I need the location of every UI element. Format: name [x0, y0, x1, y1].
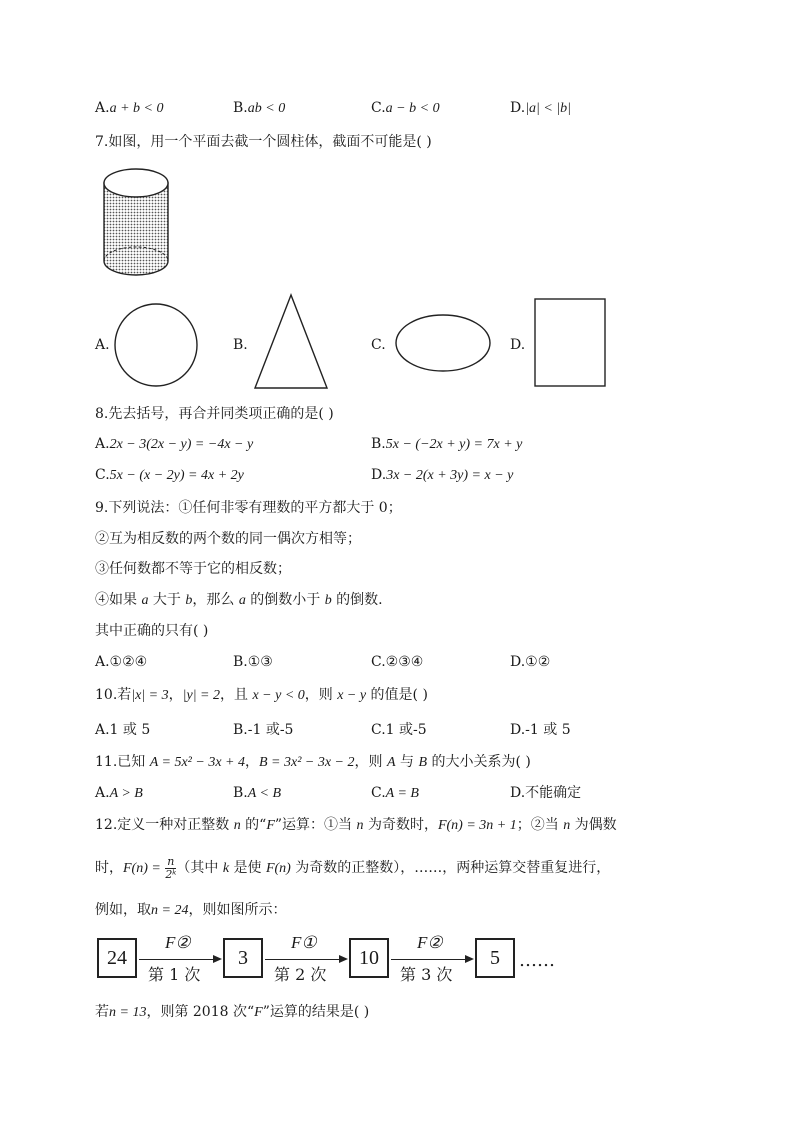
q7-stem: 7.如图，用一个平面去截一个圆柱体，截面不可能是( )	[95, 134, 432, 150]
flow-arrowhead-2	[339, 955, 348, 963]
q10-option-d[interactable]: D.-1 或 5	[510, 722, 571, 738]
q8-option-a[interactable]: A.2x − 3(2x − y) = −4x − y	[95, 436, 254, 452]
q11-option-a[interactable]: A.A > B	[95, 785, 143, 801]
flow-op-1: F②	[165, 933, 191, 952]
q11-option-d[interactable]: D.不能确定	[510, 785, 582, 801]
q8-option-c[interactable]: C.5x − (x − 2y) = 4x + 2y	[95, 467, 244, 483]
flow-box-5: 5	[475, 938, 515, 978]
ellipse-shape	[393, 312, 493, 374]
q9-statement-2: ②互为相反数的两个数的同一偶次方相等；	[95, 531, 361, 547]
q11-option-c[interactable]: C.A = B	[371, 785, 419, 801]
q7-option-a[interactable]: A.	[95, 337, 110, 353]
flow-op-3: F②	[417, 933, 443, 952]
flow-box-3: 3	[223, 938, 263, 978]
cylinder-figure	[100, 163, 172, 281]
q12-question: 若n = 13，则第 2018 次“F”运算的结果是( )	[95, 1004, 370, 1020]
q10-option-b[interactable]: B.-1 或-5	[233, 722, 294, 738]
flow-arrow-3	[391, 959, 466, 960]
q11-stem: 11.已知 A = 5x² − 3x + 4，B = 3x² − 3x − 2，则 A 与 B 的大小关系为( )	[95, 754, 531, 770]
flow-step-1: 第 1 次	[148, 965, 201, 984]
q9-statement-3: ③任何数都不等于它的相反数；	[95, 561, 291, 577]
q8-stem: 8.先去括号，再合并同类项正确的是( )	[95, 406, 334, 422]
flow-box-24: 24	[97, 938, 137, 978]
flow-arrowhead-1	[213, 955, 222, 963]
flow-ellipsis: ……	[519, 950, 555, 971]
q6-option-d[interactable]: D.|a| < |b|	[510, 100, 572, 116]
q9-question: 其中正确的只有( )	[95, 623, 209, 639]
q9-statement-4: ④如果 a 大于 b，那么 a 的倒数小于 b 的倒数.	[95, 592, 383, 608]
q10-option-a[interactable]: A.1 或 5	[95, 722, 151, 738]
q12-line-2: 时，F(n) = $\frac{n}{\text{2ᵏ}}$ （其中 k 是使 F(n) 为奇数的正整数），……，两种运算交替重复进行，	[95, 854, 611, 881]
fraction: $\frac{n}{\text{2ᵏ}}$	[165, 854, 177, 881]
q9-option-b[interactable]: B.①③	[233, 654, 273, 670]
q9-option-d[interactable]: D.①②	[510, 654, 551, 670]
flow-step-3: 第 3 次	[400, 965, 453, 984]
q8-option-b[interactable]: B.5x − (−2x + y) = 7x + y	[371, 436, 523, 452]
q12-line-3: 例如，取n = 24，则如图所示：	[95, 902, 287, 918]
triangle-shape	[252, 292, 330, 392]
flow-box-10: 10	[349, 938, 389, 978]
circle-shape	[113, 302, 199, 388]
q12-line-1: 12.定义一种对正整数 n 的“F”运算：①当 n 为奇数时，F(n) = 3n + 1；②当 n 为偶数	[95, 817, 617, 833]
q9-option-c[interactable]: C.②③④	[371, 654, 424, 670]
rectangle-shape	[533, 297, 608, 389]
flow-arrow-2	[265, 959, 340, 960]
flow-arrowhead-3	[465, 955, 474, 963]
q10-stem: 10.若|x| = 3，|y| = 2，且 x − y < 0，则 x − y 的值是( )	[95, 687, 428, 703]
q8-option-d[interactable]: D.3x − 2(x + 3y) = x − y	[371, 467, 514, 483]
q11-option-b[interactable]: B.A < B	[233, 785, 282, 801]
q9-option-a[interactable]: A.①②④	[95, 654, 148, 670]
q6-option-b[interactable]: B.ab < 0	[233, 100, 286, 116]
flow-arrow-1	[139, 959, 214, 960]
q7-option-d[interactable]: D.	[510, 337, 526, 353]
flow-step-2: 第 2 次	[274, 965, 327, 984]
q6-option-a[interactable]: A.a + b < 0	[95, 100, 164, 116]
q6-option-c[interactable]: C.a − b < 0	[371, 100, 440, 116]
flow-op-2: F①	[291, 933, 317, 952]
q9-stem: 9.下列说法：①任何非零有理数的平方都大于 0；	[95, 500, 402, 516]
q7-option-b[interactable]: B.	[233, 337, 248, 353]
q10-option-c[interactable]: C.1 或-5	[371, 722, 427, 738]
q7-option-c[interactable]: C.	[371, 337, 386, 353]
